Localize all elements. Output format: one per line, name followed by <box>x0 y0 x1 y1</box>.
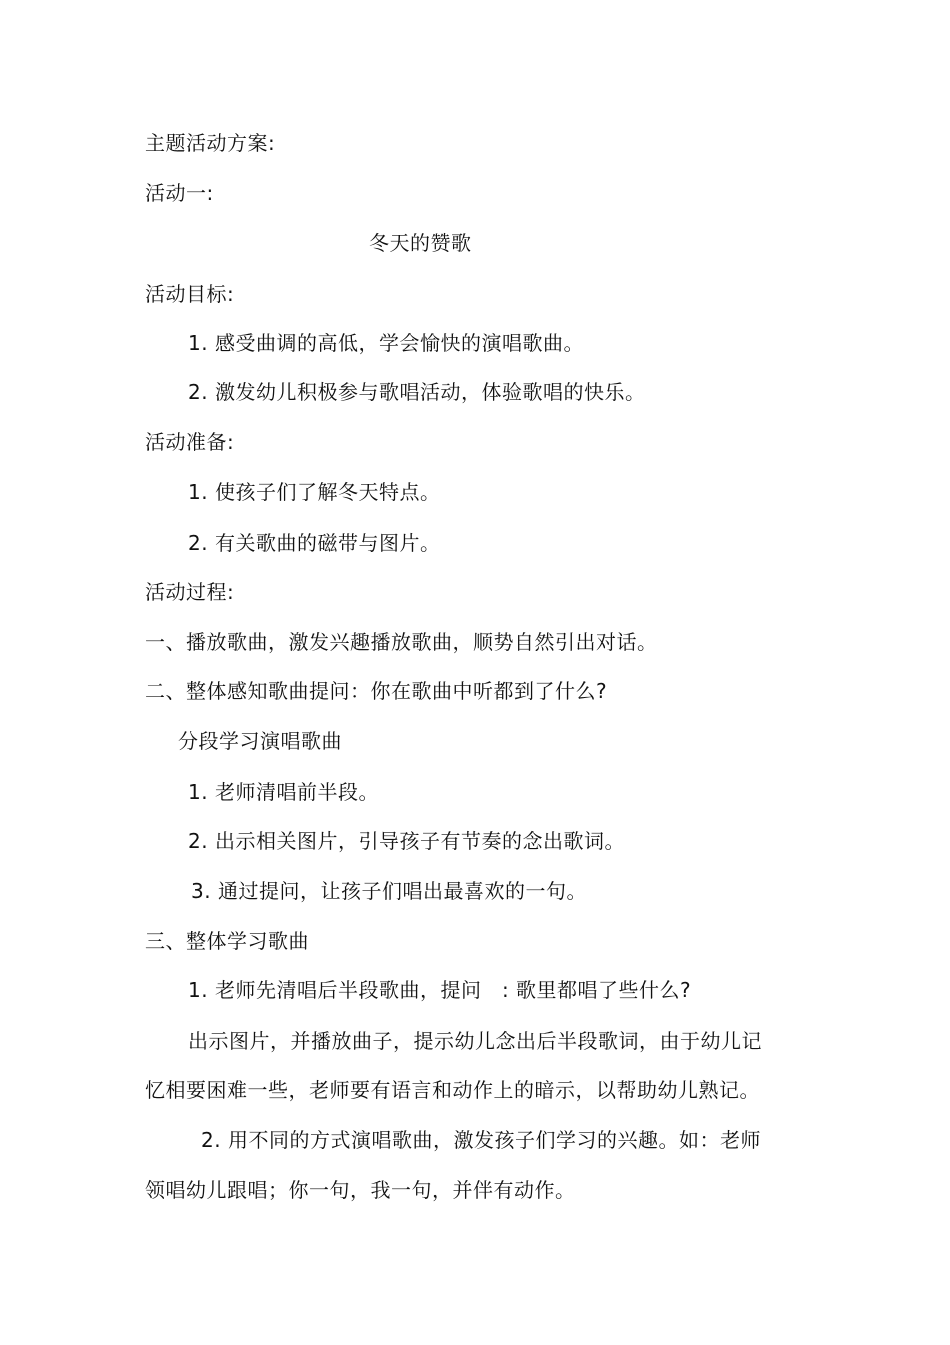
process-subheading: 分段学习演唱歌曲 <box>178 729 342 753</box>
process-item: 2. 出示相关图片，引导孩子有节奏的念出歌词。 <box>188 829 625 853</box>
heading-theme-plan: 主题活动方案: <box>145 131 276 155</box>
process-step: 三、整体学习歌曲 <box>145 929 309 953</box>
paragraph-line: 领唱幼儿跟唱；你一句，我一句，并伴有动作。 <box>145 1178 576 1202</box>
process-item: 3. 通过提问，让孩子们唱出最喜欢的一句。 <box>191 879 587 903</box>
preparation-item: 1. 使孩子们了解冬天特点。 <box>188 480 441 504</box>
heading-goals: 活动目标: <box>145 282 235 306</box>
paragraph-line: 出示图片，并播放曲子，提示幼儿念出后半段歌词，由于幼儿记 <box>188 1029 762 1053</box>
goal-item: 2. 激发幼儿积极参与歌唱活动，体验歌唱的快乐。 <box>188 380 646 404</box>
paragraph-line: 忆相要困难一些，老师要有语言和动作上的暗示，以帮助幼儿熟记。 <box>145 1078 760 1102</box>
goal-item: 1. 感受曲调的高低，学会愉快的演唱歌曲。 <box>188 331 584 355</box>
process-item: 2. 用不同的方式演唱歌曲，激发孩子们学习的兴趣。如：老师 <box>201 1128 761 1152</box>
heading-activity-one: 活动一: <box>145 181 214 205</box>
process-step: 一、播放歌曲，激发兴趣播放歌曲，顺势自然引出对话。 <box>145 630 658 654</box>
heading-preparation: 活动准备: <box>145 430 235 454</box>
process-step: 二、整体感知歌曲提问：你在歌曲中听都到了什么? <box>145 679 608 703</box>
preparation-item: 2. 有关歌曲的磁带与图片。 <box>188 531 441 555</box>
heading-process: 活动过程: <box>145 580 235 604</box>
activity-title: 冬天的赞歌 <box>369 231 472 255</box>
process-item: 1. 老师清唱前半段。 <box>188 780 379 804</box>
process-item: 1. 老师先清唱后半段歌曲，提问 : 歌里都唱了些什么? <box>188 978 692 1002</box>
